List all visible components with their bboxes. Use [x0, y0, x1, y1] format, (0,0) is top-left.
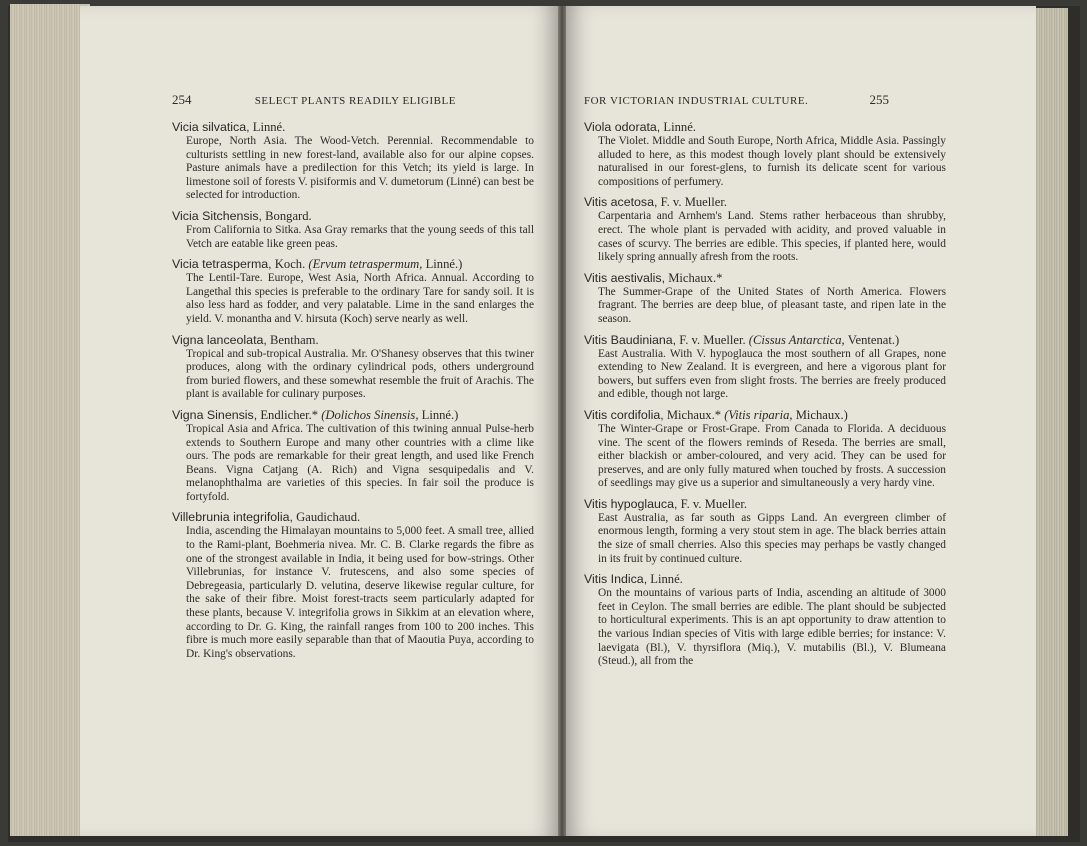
entry-description [172, 525, 534, 661]
description-text: East Australia. With V. hypoglauca the most southern of all Grapes, none extending to New Zealand. It is evergreen, and here a vigorous plant for bowers, but suffers even from slight frosts. The berries are freely produced and edible, though not large. [598, 347, 946, 401]
plant-entry [584, 271, 946, 327]
description-text: From California to Sitka. Asa Gray remarks that the young seeds of this tall Vetch are eatable like green peas. [186, 223, 534, 250]
page-number: 255 [869, 92, 890, 107]
entry-heading [172, 257, 534, 272]
species-name: Vitis Indica, [584, 572, 648, 587]
plant-entry [584, 572, 946, 669]
species-authority: Endlicher.* [260, 407, 319, 422]
species-name: Vitis Baudiniana, [584, 332, 677, 347]
plant-entry [584, 120, 946, 189]
synonym: (Vitis riparia, [724, 407, 796, 422]
species-authority: Koch. [274, 257, 306, 272]
species-authority: F. v. Mueller. [680, 496, 747, 511]
entry-description [584, 348, 946, 402]
description-text: Carpentaria and Arnhem's Land. Stems rather herbaceous than shrubby, erect. The whole plant is pervaded with acidity, and proved valuable in cases of scurvy. The berries are edible. This species, if planted here, would likely spring annually afresh from the roots. [598, 210, 946, 264]
synonym: (Dolichos Sinensis, [321, 407, 422, 422]
entry-heading [172, 510, 534, 525]
species-authority: Bongard. [265, 208, 312, 223]
species-name: Vitis acetosa, [584, 195, 658, 210]
synonym: (Cissus Antarctica, [748, 332, 848, 347]
species-authority: Bentham. [270, 332, 319, 347]
synonym-authority: Michaux.) [795, 407, 848, 422]
species-authority: Linné. [663, 120, 696, 134]
species-authority: Michaux.* [668, 270, 723, 285]
species-name: Vigna Sinensis, [172, 407, 258, 422]
left-page [80, 6, 558, 836]
description-text: Tropical Asia and Africa. The cultivation of this twining annual Pulse-herb extends to Southern Europe and many other countries with a clime like ours. The pods are remarkable for their great length, and used like French Beans. Vigna Catjang (A. Rich) and Vigna sesquipedalis and V. melanophthalma are varieties of this species. In fair soil the produce is fortyfold. [186, 422, 534, 503]
description-text: On the mountains of various parts of India, ascending an altitude of 3000 feet in Ceylon. The small berries are edible. The plant should be subjected to horticultural experiments. This is an apt opportunity to draw attention to the various Indian species of Vitis with large edible berries; for instance: V. laevigata (Bl.), V. thyrsiflora (Miq.), V. mutabilis (Bl.), V. Blumeana (Steud.), all from the [598, 587, 946, 668]
page-number: 254 [172, 92, 192, 107]
entry-description [584, 210, 946, 264]
plant-entry [172, 510, 534, 661]
plant-entry [584, 333, 946, 402]
entry-heading [172, 209, 534, 224]
entry-heading [172, 333, 534, 348]
entry-description [584, 512, 946, 566]
species-authority: Linné. [650, 572, 683, 587]
description-text: Europe, North Asia. The Wood-Vetch. Perennial. Recommendable to culturists settling in new forest-land, available also for our alpine copses. Pasture animals have a predilection for this Vetch; its yield is large. In limestone soil of forests V. pisiformis and V. dumetorum (Linné) can best be selected for introduction. [186, 135, 534, 202]
entry-heading [172, 408, 534, 423]
entry-heading [584, 408, 946, 423]
species-authority: Linné. [252, 120, 286, 134]
species-name: Vicia Sitchensis, [172, 208, 262, 223]
entry-heading [584, 497, 946, 512]
species-name: Vitis aestivalis, [584, 270, 666, 285]
species-authority: F. v. Mueller. [660, 195, 728, 210]
running-head-title: SELECT PLANTS READILY ELIGIBLE [254, 95, 456, 107]
description-text: The Violet. Middle and South Europe, North Africa, Middle Asia. Passingly alluded to here, as this modest though lovely plant should be extensively naturalised in our forest-glens, to furnish its delicate scent for various compositions of perfumery. [598, 135, 946, 188]
plant-entry [584, 497, 946, 566]
entry-description [172, 135, 534, 203]
entry-description [172, 348, 534, 402]
description-text: The Winter-Grape or Frost-Grape. From Canada to Florida. A deciduous vine. The scent of the flowers reminds of Reseda. The berries are small, either blackish or amber-coloured, and very acid. They can be used for preserves, and are only fully matured when touched by frosts. A succession of seedlings may give us a superior and simultaneously a very hardy vine. [598, 422, 946, 490]
entry-description [584, 135, 946, 189]
species-authority: Gaudichaud. [296, 510, 361, 525]
species-name: Vitis cordifolia, [584, 407, 664, 422]
entry-description [584, 423, 946, 491]
entry-heading [172, 120, 534, 135]
plant-entry [584, 195, 946, 264]
entry-description [172, 224, 534, 251]
species-name: Vigna lanceolata, [172, 332, 267, 347]
species-authority: F. v. Mueller. [679, 332, 746, 347]
species-name: Villebrunia integrifolia, [172, 510, 293, 525]
plant-entry [584, 408, 946, 491]
plant-entry [172, 120, 534, 203]
plant-entry [172, 408, 534, 505]
plant-entry [172, 257, 534, 326]
description-text: East Australia, as far south as Gipps Land. An evergreen climber of enormous length, forming a very stout stem in age. The black berries attain the size of small cherries. Also this species may perhaps be vastly changed in its fruit by continued culture. [598, 511, 946, 565]
synonym-authority: Ventenat.) [847, 332, 900, 347]
right-running-header [584, 92, 946, 108]
description-text: Tropical and sub-tropical Australia. Mr. O'Shanesy observes that this twiner produces, along with the ordinary cylindrical pods, others underground from buried flowers, and these somewhat resemble the fruit of Arachis. The plant is available for culinary purposes. [186, 347, 534, 401]
left-running-header [172, 92, 534, 108]
description-text: The Lentil-Tare. Europe, West Asia, North Africa. Annual. According to Langethal this species is preferable to the ordinary Tare for sandy soil. It is also less hard as fodder, and very palatable. Lime in the sand enlarges the yield. V. monantha and V. hirsuta (Koch) serve nearly as well. [186, 272, 534, 325]
species-name: Vicia silvatica, [172, 120, 250, 134]
description-text: India, ascending the Himalayan mountains to 5,000 feet. A small tree, allied to the Rami-plant, Boehmeria nivea. Mr. C. B. Clarke regards the fibre as one of the strongest available in India, it being used for bow-strings. Other Villebrunias, for instance V. frutescens, and also some species of Debregeasia, particularly D. velutina, deserve likewise regular culture, for the sake of their fibre. Moist forest-tracts seem particularly adapted for these plants, because V. integrifolia grows in Sikkim at an elevation where, according to Dr. G. King, the rainfall ranges from 100 to 200 inches. This fibre is much more easily separable than that of Maoutia Puya, according to Dr. King's observations. [186, 525, 534, 660]
entry-description [584, 587, 946, 669]
entry-description [584, 286, 946, 327]
synonym: (Ervum tetraspermum, [308, 257, 426, 272]
entry-heading [584, 271, 946, 286]
entry-heading [584, 120, 946, 135]
left-column [172, 120, 534, 667]
species-authority: Michaux.* [666, 407, 722, 422]
entry-description [172, 423, 534, 505]
entry-heading [584, 333, 946, 348]
species-name: Vitis hypoglauca, [584, 496, 678, 511]
right-column [584, 120, 946, 675]
right-page [566, 6, 1036, 836]
entry-heading [584, 195, 946, 210]
plant-entry [172, 333, 534, 402]
plant-entry [172, 209, 534, 251]
synonym-authority: Linné.) [421, 407, 459, 422]
species-name: Viola odorata, [584, 120, 661, 134]
entry-description [172, 272, 534, 326]
page-edges-left [10, 4, 90, 836]
description-text: The Summer-Grape of the United States of North America. Flowers fragrant. The berries are deep blue, of pleasant taste, and ripen late in the season. [598, 285, 946, 325]
entry-heading [584, 572, 946, 587]
synonym-authority: Linné.) [425, 257, 463, 272]
species-name: Vicia tetrasperma, [172, 257, 272, 272]
running-head-title: FOR VICTORIAN INDUSTRIAL CULTURE. [584, 95, 809, 107]
